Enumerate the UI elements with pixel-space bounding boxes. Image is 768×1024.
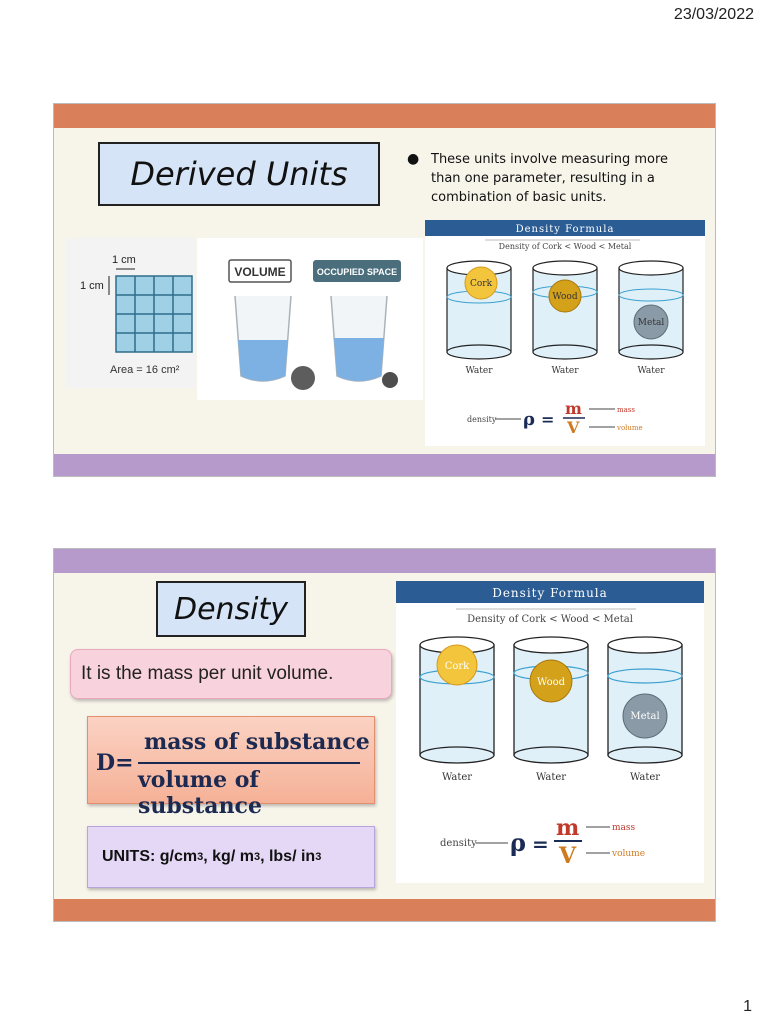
grid-cells	[116, 276, 192, 352]
beaker-left	[235, 296, 291, 381]
density-formula-header: Density Formula	[515, 224, 615, 235]
formula-box	[87, 716, 375, 819]
object-label-cork: Cork	[444, 661, 470, 672]
bullet-line-1: These units involve measuring more	[431, 152, 669, 167]
density-formula-header: Density Formula	[492, 586, 608, 600]
density-formula-illustration	[396, 581, 704, 883]
density-formula-illustration	[425, 220, 705, 446]
density-label: density	[440, 838, 477, 849]
v-symbol: V	[567, 418, 580, 437]
mass-label: mass	[617, 406, 635, 414]
object-label-cork: Cork	[469, 279, 493, 289]
volume-illustration	[197, 238, 423, 400]
units-mid-2: , lbs/ in	[260, 848, 316, 865]
bullet-text	[407, 150, 701, 207]
bullet-line-2: than one parameter, resulting in a	[431, 171, 655, 186]
beaker-1	[447, 261, 511, 376]
equals-sign: =	[532, 832, 549, 856]
slide-title: Derived Units	[98, 142, 380, 206]
beaker-3	[619, 261, 683, 376]
occupied-space-label: OCCUPIED SPACE	[316, 267, 398, 277]
print-date: 23/03/2022	[673, 6, 754, 23]
page-number: 1	[743, 998, 752, 1015]
density-order-text: Density of Cork < Wood < Metal	[498, 242, 632, 251]
rho-symbol: ρ	[523, 409, 535, 430]
fraction-bar	[138, 762, 360, 764]
units-box	[87, 826, 375, 888]
beaker-3	[608, 637, 682, 783]
slide-density	[53, 548, 716, 922]
mass-label: mass	[612, 823, 636, 833]
beaker-label-2: Water	[535, 772, 567, 783]
slide-title: Density	[156, 581, 306, 637]
formula-denominator: volume of substance	[138, 767, 262, 819]
stone-left	[291, 366, 315, 390]
slide-derived-units	[53, 103, 716, 477]
units-mid-1: , kg/ m	[203, 848, 254, 865]
density-formula-figure	[425, 220, 705, 446]
bullet-dot: ●	[407, 151, 420, 167]
side-label-top: 1 cm	[112, 254, 136, 266]
slide-top-bar	[54, 104, 715, 128]
object-label-wood: Wood	[536, 677, 566, 688]
units-prefix: UNITS: g/cm	[102, 848, 198, 865]
density-order-text: Density of Cork < Wood < Metal	[467, 614, 633, 625]
beaker-label-1: Water	[441, 772, 473, 783]
area-figure	[66, 238, 196, 388]
density-formula-figure	[396, 581, 704, 883]
beaker-label-3: Water	[629, 772, 661, 783]
volume-label: VOLUME	[234, 265, 286, 279]
formula-lhs: D=	[96, 750, 134, 776]
object-label-metal: Metal	[637, 318, 665, 328]
density-label: density	[467, 415, 497, 424]
formula-numerator: mass of substance	[144, 729, 370, 755]
beaker-label-2: Water	[551, 366, 579, 376]
volume-unit-label: volume	[617, 424, 643, 432]
m-symbol: m	[565, 399, 582, 418]
definition-box: It is the mass per unit volume.	[70, 649, 392, 699]
area-grid-illustration	[66, 238, 196, 388]
rho-symbol: ρ	[510, 828, 526, 857]
units-sup-3: 3	[315, 851, 322, 863]
m-symbol: m	[556, 815, 580, 841]
area-label: Area = 16 cm²	[110, 364, 180, 376]
v-symbol: V	[559, 843, 577, 869]
volume-unit-label: volume	[612, 849, 646, 859]
beaker-2	[514, 637, 588, 783]
beaker-2	[533, 261, 597, 376]
volume-figure	[197, 238, 423, 400]
slide-top-bar	[54, 549, 715, 573]
beaker-1	[420, 637, 494, 783]
bullet-line-3: combination of basic units.	[431, 190, 607, 205]
beaker-label-1: Water	[465, 366, 493, 376]
slide-bottom-bar	[54, 899, 715, 921]
side-label-left: 1 cm	[80, 280, 104, 292]
beaker-label-3: Water	[637, 366, 665, 376]
object-label-metal: Metal	[630, 711, 660, 722]
equals-sign: =	[541, 410, 555, 429]
slide-bottom-bar	[54, 454, 715, 476]
units-sup-2: 3	[253, 851, 261, 863]
units-sup-1: 3	[197, 851, 204, 863]
object-label-wood: Wood	[552, 292, 578, 302]
stone-right	[382, 372, 398, 388]
beaker-right	[331, 296, 387, 381]
